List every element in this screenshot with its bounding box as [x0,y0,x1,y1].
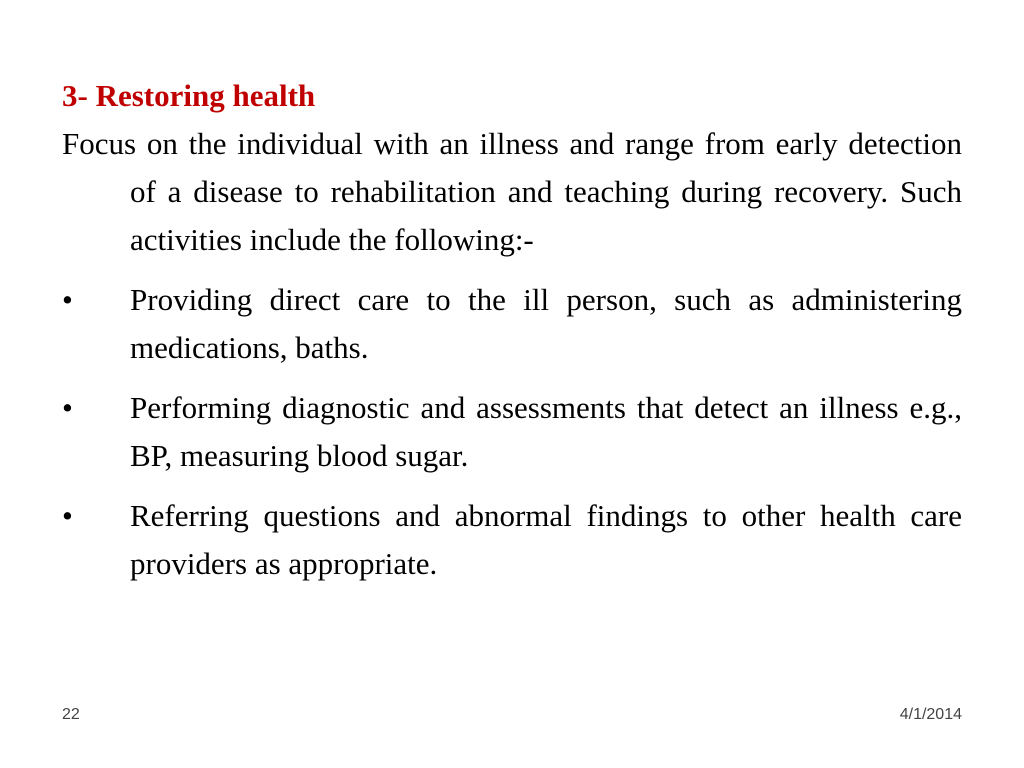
bullet-item [62,276,962,372]
bullet-dot-icon: • [62,390,73,425]
bullet-text: Referring questions and abnormal findings to other health care providers as appropriate. [130,498,962,581]
bullet-list [62,276,962,588]
intro-paragraph: Focus on the individual with an illness and range from early detection of a disease to rehabilitation and teaching during recovery. Such activities include the following:- [62,126,962,257]
bullet-text: Providing direct care to the ill person, such as administering medications, baths. [130,282,962,365]
bullet-dot-icon: • [62,282,73,317]
bullet-text: Performing diagnostic and assessments that detect an illness e.g., BP, measuring blood sugar. [130,390,962,473]
bullet-item [62,384,962,480]
bullet-item [62,492,962,588]
slide-date: 4/1/2014 [899,706,962,723]
bullet-dot-icon: • [62,498,73,533]
slide-number: 22 [62,706,80,723]
slide-content [62,76,962,600]
slide-heading: 3- Restoring health [62,78,316,113]
